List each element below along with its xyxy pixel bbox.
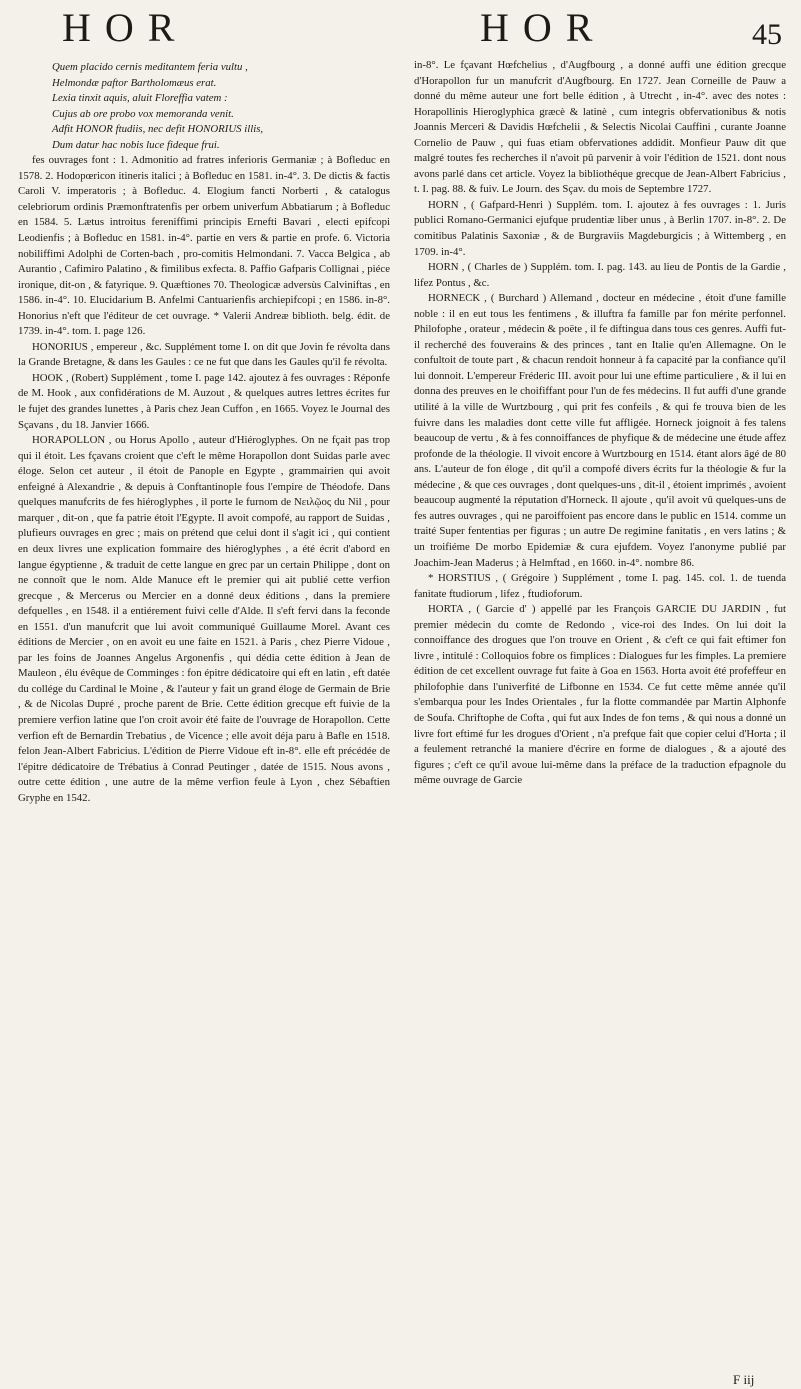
entry-horapollon: HORAPOLLON , ou Horus Apollo , auteur d'Hiéroglyphes. On ne fçait pas trop qui il étoit. Les fçavans croient que c'eft le même Horapollon dont Suidas parle avec éloge. Selon cet auteur , il étoit de Panople en Egypte , grammairien qui avoit enfeigné à Alexandrie , & depuis à Conftantinople fous l'empire de Théodofe. Dans quelques manufcrits de fes hiéroglyphes , il porte le furnom de Νειλῷος du Nil , pour marquer , dit-on , que fa patrie étoit l'Egypte. Il avoit compofé, au rapport de Suidas , plufieurs ouvrages en grec ; mais on prétend que celui dont il s'agit ici , qui contient en deux livres une explication fommaire des hiéroglyphes , a été écrit d'abord en langue égyptienne , & traduit de cette langue en grec par un certain Philippe , dont on ne connoît que le nom. Alde Manuce eft le premier qui ait publié cette verfion grecque , & Mercerus ou Mercier en a donné deux éditions , dans la premiere defquelles , en 1548. il a entiérement fuivi celle d'Alde. Il s'eft fervi dans la feconde en 1551. d'un manufcrit que lui avoit communiqué Guillaume Morel. Avant ces éditions de Mercier , on en avoit eu une faite en 1521. à Paris , chez Pierre Vidoue , par les foins de Joannes Angelus Argonenfis , qui dédia cette édition à Jean de Mauleon , élu évêque de Comminges : fon épitre dédicatoire qui eft en latin , eft datée du collége du Cardinal le Moine , & l'auteur y fait un grand éloge de Germain de Brie , & de Nicolas Dupré , proche parent de Brie. Cette édition grecque eft fuivie de la premiere verfion latine que l'on croit avoir été faite de l'ouvrage de Horapollon. Cette verfion eft de Bernardin Trebatius , de Vicence ; elle avoit déja paru à Bafle en 1518. felon Jean-Albert Fabricius. L'édition de Pierre Vidoue eft in-8°. elle eft précédée de l'épitre dédicatoire de Trébatius à Conrad Peutinger , datée de 1515. Nous avons , outre cette édition , une autre de la même verfion feule à Lyon , chez Sébaftien Gryphe en 1542. <box>18 434 390 804</box>
entry-horn-charles: HORN , ( Charles de ) Supplém. tom. I. pag. 143. au lieu de Pontis de la Gardie , lifez Pontus , &c. <box>414 261 786 289</box>
page-number: 45 <box>752 18 782 51</box>
verse-line: Adfit HONOR ftudiis, nec defit HONORIUS illis, <box>52 123 264 136</box>
paragraph-works-list: fes ouvrages font : 1. Admonitio ad fratres inferioris Germaniæ ; à Bofleduc en 1578. 2. Hodopœricon itineris italici ; à Bofleduc en 1581. in-4°. 3. De dictis & factis Caroli V. imperatoris ; à Bofleduc. 4. Elogium fancti Norberti , & catalogus celebriorum ordinis Præmonftratenfis per orbem univerfum Abbatiarum ; à Bofleduc en 1584. 5. Lætus introitus fereniffimi principis Ernefti Bavari , electi epifcopi Leodienfis ; à Bofleduc en 1581. in-4°. partie en vers & partie en profe. 6. Victoria nobiliffimi Adolphi de Corten-bach , pro-comitis Helmondani. 7. Vacca Belgica , ab Aurantio , Cafimiro Palatino , & fimilibus exfecta. 8. Paffio Gafparis Collignai , piéce ironique, dit-on , & fatyrique. 9. Quæftiones 70. Theologicæ adversùs Calviniftas , en 1586. in-4°. 10. Elucidarium B. Anfelmi Cantuarienfis archiepifcopi ; en 1586. in-8°. Honorius n'eft que l'éditeur de cet ouvrage. * Valerii Andreæ biblioth. belg. édit. de 1739. in-4°. tom. I. page 126. <box>18 154 390 338</box>
entry-horta: HORTA , ( Garcie d' ) appellé par les François GARCIE DU JARDIN , fut premier médecin du comte de Redondo , vice-roi des Indes. On lui doit la connoiffance des drogues que l'on trouve en Orient , & c'eft ce qui fait eftimer fon livre , intitulé : Colloquios fobre os fimplices : Dialogues fur les fimples. La premiere édition de cet excellent ouvrage fut faite à Goa en 1563. Horta avoit été profeffeur en philofophie dans l'univerfité de Lifbonne en 1534. Ce fut cette même année qu'il s'embarqua pour les Indes Orientales , fur la flotte commandée par Martin Alphonfe de Soufa. Chriftophe de Cofta , qui fut aux Indes de fon tems , & qui nous a donné un livre fort eftimé fur les drogues d'Orient , n'a prefque fait que copier celui d'Horta ; il a feulement retranché la maniere d'écrire en forme de dialogues , & a ajouté des figures ; c'eft ce qu'il avoue lui-même dans la préface de la traduction efpagnole du même ouvrage de Garcie <box>414 603 786 787</box>
running-head-right: HOR <box>480 5 607 50</box>
right-column <box>414 58 786 789</box>
verse-line: Lexia tinxit aquis, aluit Floreffia vatem : <box>52 92 228 105</box>
entry-horn-gaspard: HORN , ( Gafpard-Henri ) Supplém. tom. I. ajoutez à fes ouvrages : 1. Juris publici Romano-Germanici ejufque prudentiæ liber unus , à Berlin 1707. in-8°. 2. De comitibus Palatinis Saxoniæ , & de Burgraviis Magdeburgicis ; à Wittemberg , en 1709. in-4°. <box>414 198 786 258</box>
signature-mark: F iij <box>733 1372 755 1387</box>
entry-horapollon-continued: in-8°. Le fçavant Hœfchelius , d'Augfbourg , a donné auffi une édition grecque d'Horapollon fur un manufcrit d'Augfbourg. En 1727. Jean Corneille de Pauw a donné du même auteur une fort belle édition , à Utrecht , in-4°. avec des notes : Horapollinis Hieroglyphica græcè & latinè , cum integris obfervationibus & notis Joannis Merceri & Davidis Hœfchelii , & Selectis Nicolai Cauffini , curante Joanne Cornelio de Pauw , qui fuas etiam obfervationes addidit. Monfieur Pauw dit que malgré toutes fes recherches il n'avoit pû parvenir à voir l'édition de 1521. dont nous avons parlé dans cet article. Voyez la bibliothéque grecque de Jean-Albert Fabricius , t. I. pag. 88. & fuiv. Le Journ. des Sçav. du mois de Septembre 1727. <box>414 59 786 196</box>
entry-horstius: * HORSTIUS , ( Grégoire ) Supplément , tome I. pag. 145. col. 1. de tuenda fanitate ftudiorum , lifez , ftudioforum. <box>414 572 786 600</box>
verse-line: Cujus ab ore probo vox memoranda venit. <box>52 107 234 120</box>
entry-horneck: HORNECK , ( Burchard ) Allemand , docteur en médecine , étoit d'une famille noble : il en eut tous les fentimens , & illuftra fa famille par fon mérite perfonnel. Philofophe , orateur , médecin & poëte , il fe diftingua dans tous ces genres. Auffi fut-il recherché des fouverains & des princes , tant en Italie qu'en Allemagne. On le confultoit de toute part , & chacun rendoit honneur à fa capacité par la confiance qu'il lui donnoit. L'empereur Fréderic III. avoit pour lui une eftime particuliere , & il lui en donna des preuves en le choififfant pour l'un de fes médecins. Il fut auffi d'une grande utilité à la ville de Wurtzbourg , qui prit fes confeils , & qui fe trouva bien de les fuivre dans les maladies dont cette ville fut affligée. Horneck joignoit à fes talens beaucoup de vertu , & à fes connoiffances de phyfique & de médecine une étude affez profonde de la théologie. Il vivoit encore à Wurtzbourg en 1514. étant alors âgé de 80 ans. L'auteur de fon éloge , dit qu'il a compofé divers écrits fur la théologie & fur la médecine , & que ces ouvrages , dont quelques-uns , dit-il , étoient imprimés , avoient beaucoup augmenté la réputation d'Horneck. Il ajoute , qu'il avoit vû quelques-uns de fes autres ouvrages , qui ne paroiffoient pas encore dans le public en 1514. comme un traité Super fententias per figuras ; un autre De regimine fanitatis , en vers latins ; & un troifiéme De morbo Epidemiæ & cura ejufdem. Voyez l'anonyme publié par Joachim-Jean Maderus ; à Helmftad , en 1660. in-4°. nombre 86. <box>414 292 786 569</box>
running-head-left: HOR <box>62 5 189 50</box>
left-column <box>18 60 390 806</box>
entry-honorius: HONORIUS , empereur , &c. Supplément tome I. on dit que Jovin fe révolta dans la Grande Bretagne, & dans les Gaules : ce ne fut que dans les Gaules qu'il fe révolta. <box>18 340 390 369</box>
verse-line: Dum datur hac nobis luce fideque frui. <box>52 138 220 151</box>
verse-line: Helmondæ paftor Bartholomæus erat. <box>52 76 217 89</box>
entry-hook: HOOK , (Robert) Supplément , tome I. page 142. ajoutez à fes ouvrages : Réponfe de M. Hook , aux confidérations de M. Auzout , & quelques autres lettres écrites fur le fujet des grandes lunettes , à Paris chez Jean Cuffon , en 1665. Voyez le Journal des Sçavans , du 18. Janvier 1666. <box>18 371 390 431</box>
verse-line: Quem placido cernis meditantem feria vultu , <box>52 61 248 73</box>
